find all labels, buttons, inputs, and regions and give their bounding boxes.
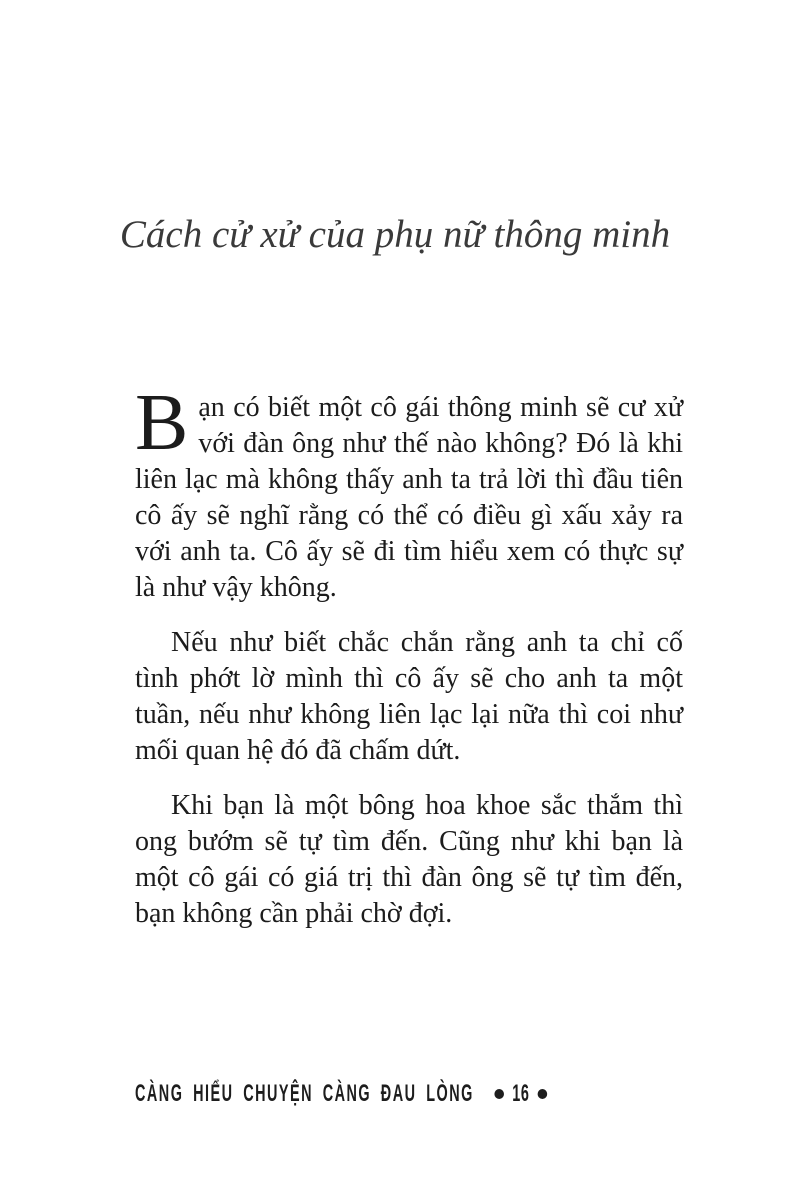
running-title: CÀNG HIỂU CHUYỆN CÀNG ĐAU LÒNG bbox=[135, 1080, 474, 1107]
paragraph-text: ạn có biết một cô gái thông minh sẽ cư xử với đàn ông như thế nào không? Đó là khi liên lạc mà không thấy anh ta trả lời thì đầu tiên cô ấy sẽ nghĩ rằng có thể có điều gì xấu xảy ra với anh ta. Cô ấy sẽ đi tìm hiểu xem có thực sự là như vậy không. bbox=[135, 392, 683, 603]
page-number: 16 bbox=[512, 1080, 530, 1107]
dropcap-letter: B bbox=[135, 379, 189, 467]
body-text bbox=[135, 379, 683, 951]
paragraph bbox=[135, 788, 683, 932]
chapter-title: Cách cử xử của phụ nữ thông minh bbox=[119, 213, 671, 256]
page-footer bbox=[135, 1082, 556, 1106]
paragraph bbox=[135, 625, 683, 769]
bullet-icon bbox=[538, 1089, 548, 1099]
paragraph-text: Nếu như biết chắc chắn rằng anh ta chỉ cố tình phớt lờ mình thì cô ấy sẽ cho anh ta một tuần, nếu như không liên lạc lại nữa thì coi như mối quan hệ đó đã chấm dứt. bbox=[135, 627, 683, 766]
paragraph bbox=[135, 379, 683, 606]
bullet-icon bbox=[494, 1089, 504, 1099]
paragraph-text: Khi bạn là một bông hoa khoe sắc thắm thì ong bướm sẽ tự tìm đến. Cũng như khi bạn là một cô gái có giá trị thì đàn ông sẽ tự tìm đến, bạn không cần phải chờ đợi. bbox=[135, 790, 683, 929]
